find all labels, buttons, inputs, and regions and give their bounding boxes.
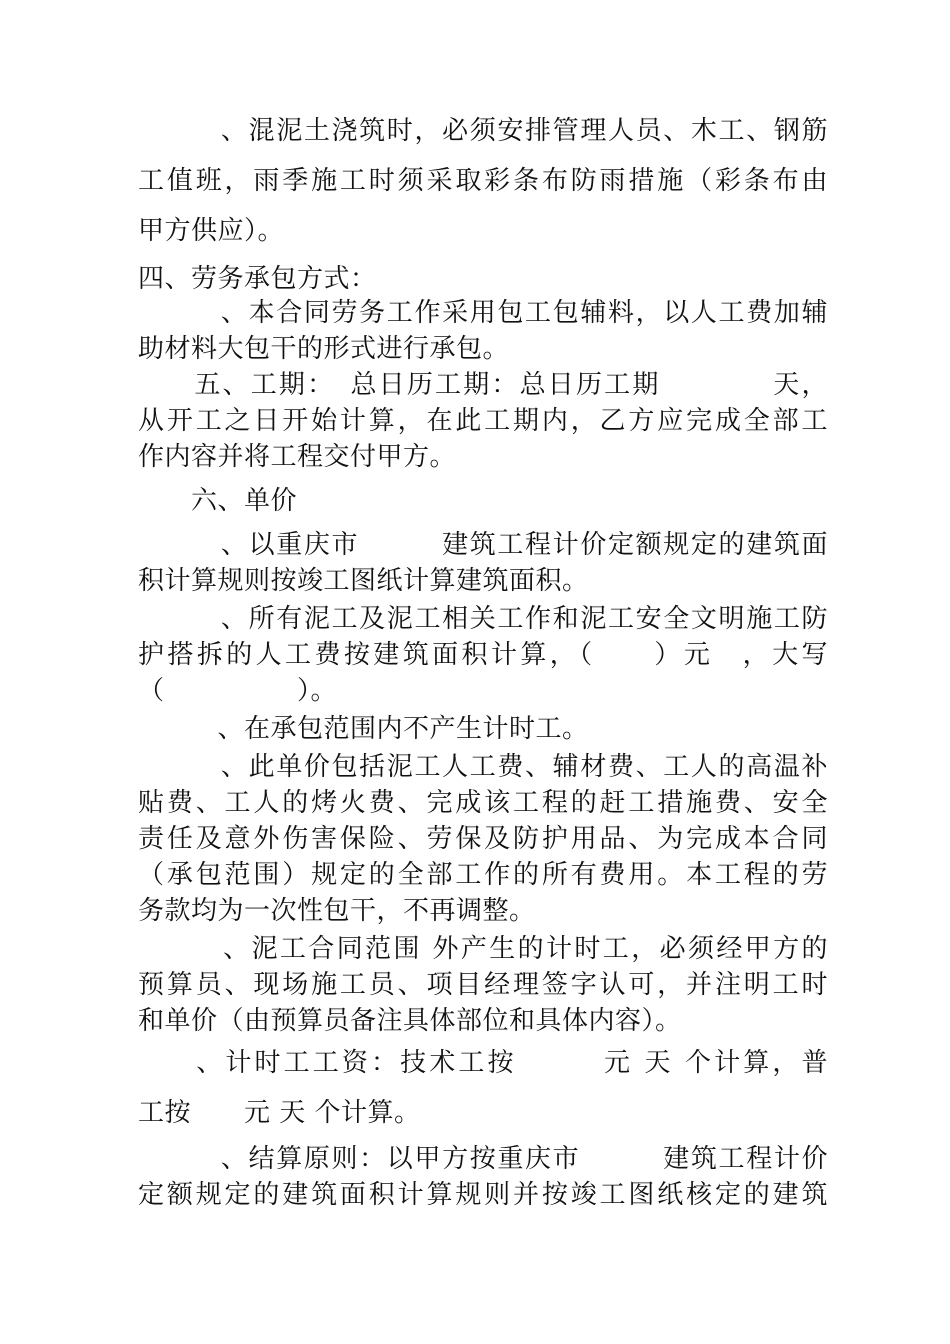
text-line: 从开工之日开始计算，在此工期内，乙方应完成全部工 (138, 406, 828, 436)
text-line: 四、劳务承包方式： (138, 264, 377, 294)
text-line: 五、工期： 总日历工期：总日历工期 天， (138, 370, 828, 400)
text-line: 和单价（由预算员备注具体部位和具体内容）。 (138, 1006, 682, 1036)
text-line: 积计算规则按竣工图纸计算建筑面积。 (138, 566, 589, 596)
text-line: 务款均为一次性包干，不再调整。 (138, 896, 536, 926)
text-line: 护搭拆的人工费按建筑面积计算，（ ）元 ，大写 (138, 640, 828, 670)
section-heading: 六、单价 (138, 486, 298, 516)
text-line: 责任及意外伤害保险、劳保及防护用品、为完成本合同 (138, 824, 828, 854)
text-line: 定额规定的建筑面积计算规则并按竣工图纸核定的建筑 (138, 1180, 828, 1210)
text-line: 甲方供应）。 (138, 216, 285, 246)
text-line: 、此单价包括泥工人工费、辅材费、工人的高温补 (138, 752, 828, 782)
text-line: 预算员、现场施工员、项目经理签字认可，并注明工时 (138, 970, 828, 1000)
text-line: 、混泥土浇筑时，必须安排管理人员、木工、钢筋 (138, 116, 828, 146)
text-line: （承包范围）规定的全部工作的所有费用。本工程的劳 (138, 860, 828, 890)
text-line: 、所有泥工及泥工相关工作和泥工安全文明施工防 (138, 604, 828, 634)
text-line: 贴费、工人的烤火费、完成该工程的赶工措施费、安全 (138, 788, 828, 818)
text-line: 作内容并将工程交付甲方。 (138, 442, 457, 472)
text-line: （ ）。 (138, 676, 338, 706)
text-line: 、结算原则：以甲方按重庆市 建筑工程计价 (138, 1144, 828, 1174)
text-line: 助材料大包干的形式进行承包。 (138, 334, 510, 364)
text-line: 、以重庆市 建筑工程计价定额规定的建筑面 (138, 530, 828, 560)
text-line: 工值班，雨季施工时须采取彩条布防雨措施（彩条布由 (138, 166, 828, 196)
text-line: 、在承包范围内不产生计时工。 (138, 714, 589, 744)
text-line: 、计时工工资：技术工按 元 天 个计算，普 (138, 1048, 828, 1078)
text-line: 、本合同劳务工作采用包工包辅料，以人工费加辅 (138, 298, 828, 328)
text-line: 工按 元 天 个计算。 (138, 1098, 421, 1128)
text-line: 、泥工合同范围 外产生的计时工，必须经甲方的 (138, 934, 828, 964)
